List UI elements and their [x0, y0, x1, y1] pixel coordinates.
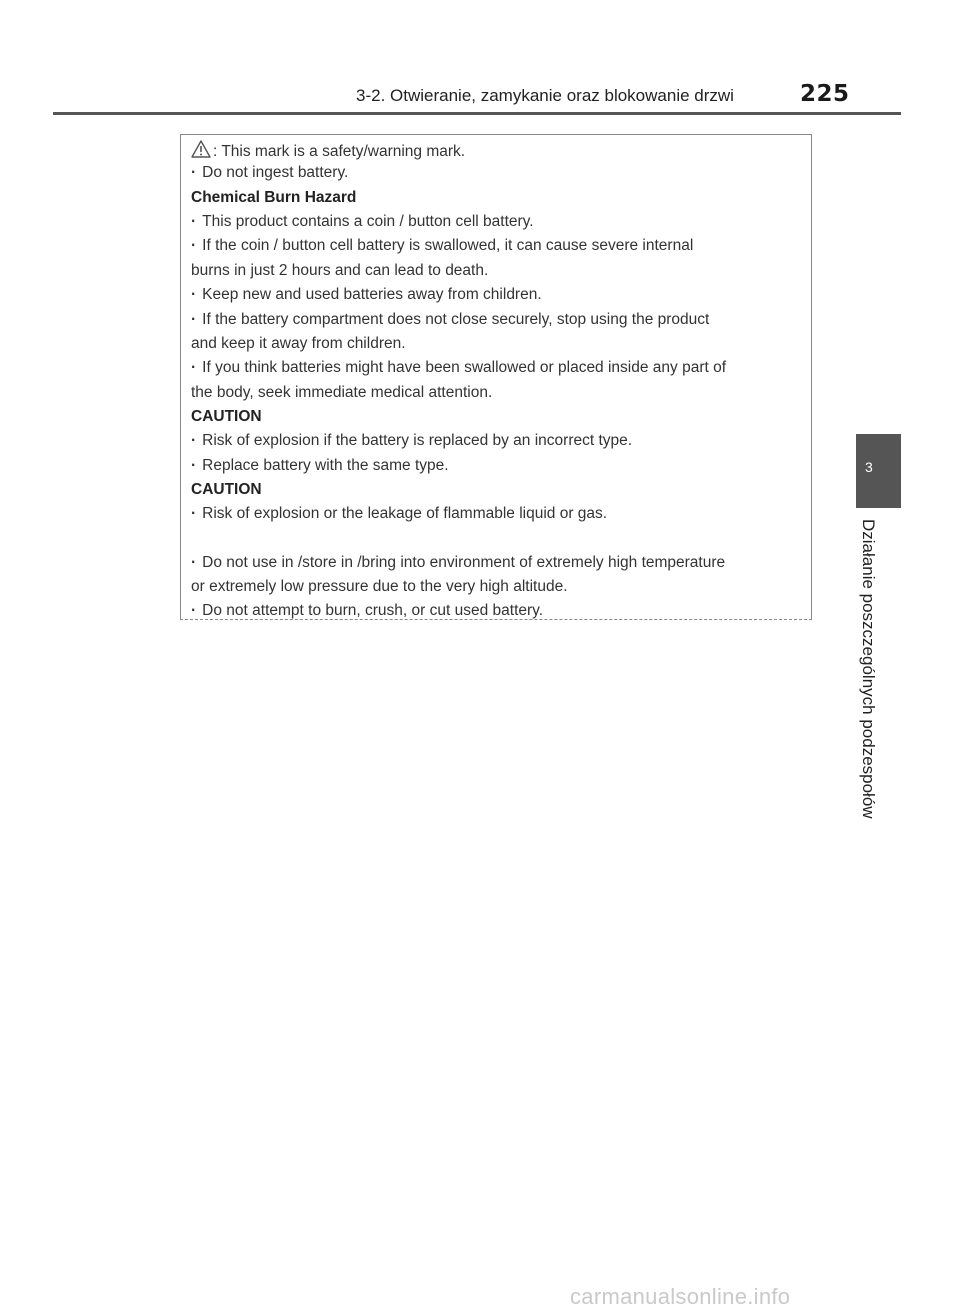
notice-line: · Risk of explosion or the leakage of flammable liquid or gas.	[191, 505, 607, 523]
header-divider	[53, 112, 901, 115]
notice-line: · Do not attempt to burn, crush, or cut used battery.	[191, 602, 543, 620]
notice-line: · Do not use in /store in /bring into environment of extremely high temperature	[191, 554, 725, 572]
warning-triangle-icon	[191, 140, 211, 158]
chapter-tab	[856, 434, 901, 508]
notice-line: or extremely low pressure due to the very high altitude.	[191, 578, 568, 595]
notice-line: · Do not ingest battery.	[191, 164, 348, 182]
warning-mark-text: : This mark is a safety/warning mark.	[213, 143, 466, 160]
notice-line: burns in just 2 hours and can lead to death.	[191, 262, 489, 279]
notice-line: · If you think batteries might have been swallowed or placed inside any part of	[191, 359, 726, 377]
footer-watermark: carmanualsonline.info	[570, 1284, 791, 1309]
notice-line: · This product contains a coin / button cell battery.	[191, 213, 534, 231]
notice-line: · Keep new and used batteries away from children.	[191, 286, 542, 304]
notice-line: and keep it away from children.	[191, 335, 406, 352]
notice-heading: Chemical Burn Hazard	[191, 189, 357, 206]
notice-line: · If the battery compartment does not close securely, stop using the product	[191, 311, 709, 329]
battery-warning-box	[180, 134, 812, 620]
notice-line: · If the coin / button cell battery is swallowed, it can cause severe internal	[191, 237, 693, 255]
warning-mark-line	[191, 140, 465, 161]
notice-heading: CAUTION	[191, 481, 262, 498]
notice-line: the body, seek immediate medical attention.	[191, 384, 493, 401]
notice-line: · Replace battery with the same type.	[191, 457, 449, 475]
page-number: 225	[800, 81, 850, 107]
chapter-caption: Działanie poszczególnych podzespołów	[859, 519, 878, 819]
notice-line: · Risk of explosion if the battery is replaced by an incorrect type.	[191, 432, 632, 450]
notice-heading: CAUTION	[191, 408, 262, 425]
section-title: 3-2. Otwieranie, zamykanie oraz blokowanie drzwi	[356, 86, 734, 105]
chapter-number: 3	[865, 459, 873, 475]
